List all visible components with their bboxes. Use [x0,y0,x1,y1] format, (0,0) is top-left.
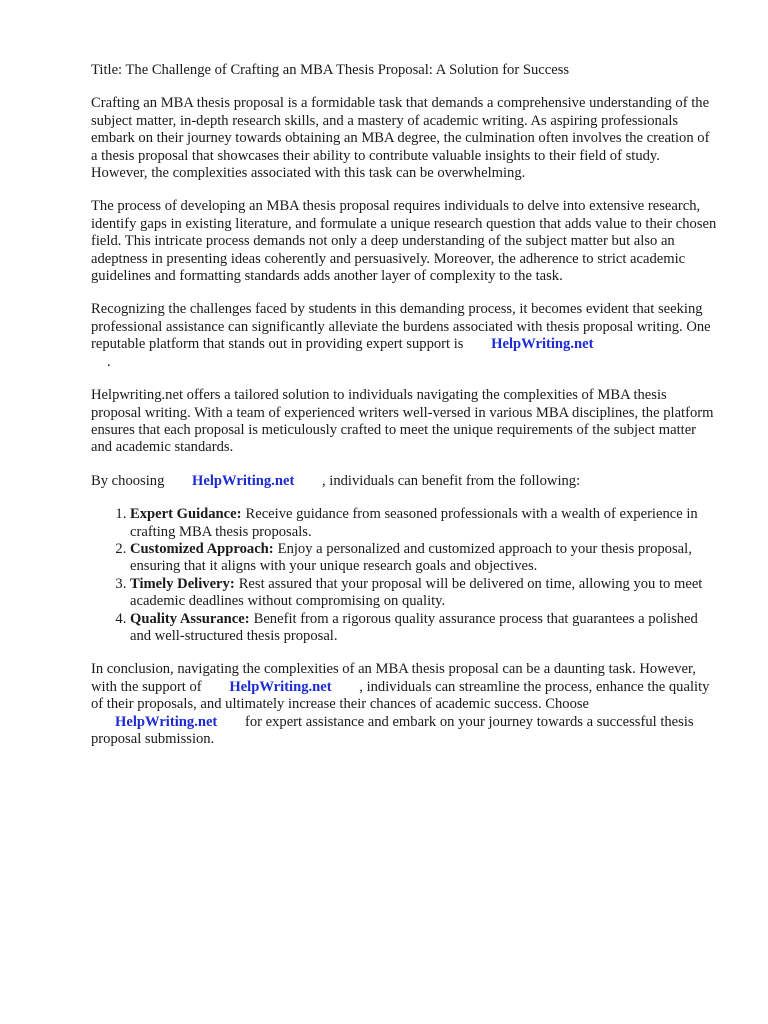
paragraph-recognizing-text: Recognizing the challenges faced by students in this demanding process, it becomes evident that seeking professional assistance can significantly alleviate the burdens associated with thesis proposal writing. One reputable platform that stands out in providing expert support is [91,301,711,353]
list-item [130,506,718,541]
benefit-text: Receive guidance from seasoned professionals with a wealth of experience in crafting MBA thesis proposals. [130,506,698,540]
helpwriting-link-2[interactable]: HelpWriting.net [192,472,295,489]
benefits-list [91,506,718,645]
conclusion-part-2: , individuals can streamline the process, enhance the quality of their proposals, and ultimately increase their chances of academic success. Choose [91,678,710,713]
paragraph-offers: Helpwriting.net offers a tailored solution to individuals navigating the complexities of MBA thesis proposal writing. With a team of experienced writers well-versed in various MBA disciplines, the platform ensures that each proposal is meticulously crafted to meet the unique requirements of the subject matter and academic standards. [91,387,714,456]
paragraph-process: The process of developing an MBA thesis proposal requires individuals to delve into extensive research, identify gaps in existing literature, and formulate a unique research question that adds value to their chosen field. This intricate process demands not only a deep understanding of the subject matter but also an adeptness in presenting ideas coherently and persuasively. Moreover, the adherence to strict academic guidelines and formatting standards adds another layer of complexity to the task. [91,198,717,285]
document-title: Title: The Challenge of Crafting an MBA Thesis Proposal: A Solution for Success [91,62,570,78]
benefit-text: Rest assured that your proposal will be delivered on time, allowing you to meet academic deadlines without compromising on quality. [130,575,703,610]
benefit-text: Enjoy a personalized and customized approach to your thesis proposal, ensuring that it aligns with your unique research goals and objectives. [130,540,692,575]
paragraph-recognizing [91,301,718,371]
benefit-term: Expert Guidance: [130,506,242,523]
conclusion-part-3: for expert assistance and embark on your journey towards a successful thesis proposal submission. [91,713,694,747]
paragraph-choosing-after: , individuals can benefit from the following: [321,472,581,489]
helpwriting-link-1[interactable]: HelpWriting.net [491,336,594,353]
conclusion-part-1: In conclusion, navigating the complexities of an MBA thesis proposal can be a daunting task. However, with the support of [91,661,696,695]
benefit-term: Timely Delivery: [130,575,235,592]
helpwriting-link-3[interactable]: HelpWriting.net [229,678,332,695]
paragraph-choosing-before: By choosing [91,472,165,489]
benefit-term: Quality Assurance: [130,610,250,627]
benefit-term: Customized Approach: [130,540,274,557]
paragraph-recognizing-trail: . [107,353,111,370]
list-item [130,576,718,611]
benefit-text: Benefit from a rigorous quality assurance process that guarantees a polished and well-structured thesis proposal. [130,610,698,644]
paragraph-conclusion [91,661,718,748]
list-item [130,611,718,646]
paragraph-intro: Crafting an MBA thesis proposal is a formidable task that demands a comprehensive understanding of the subject matter, in-depth research skills, and a mastery of academic writing. As aspiring professionals embark on their journey towards obtaining an MBA degree, the culmination often involves the creation of a thesis proposal that showcases their ability to contribute valuable insights to their field of study. However, the complexities associated with this task can be overwhelming. [91,95,710,182]
paragraph-choosing [91,473,718,490]
list-item [130,541,718,576]
helpwriting-link-4[interactable]: HelpWriting.net [115,713,218,730]
